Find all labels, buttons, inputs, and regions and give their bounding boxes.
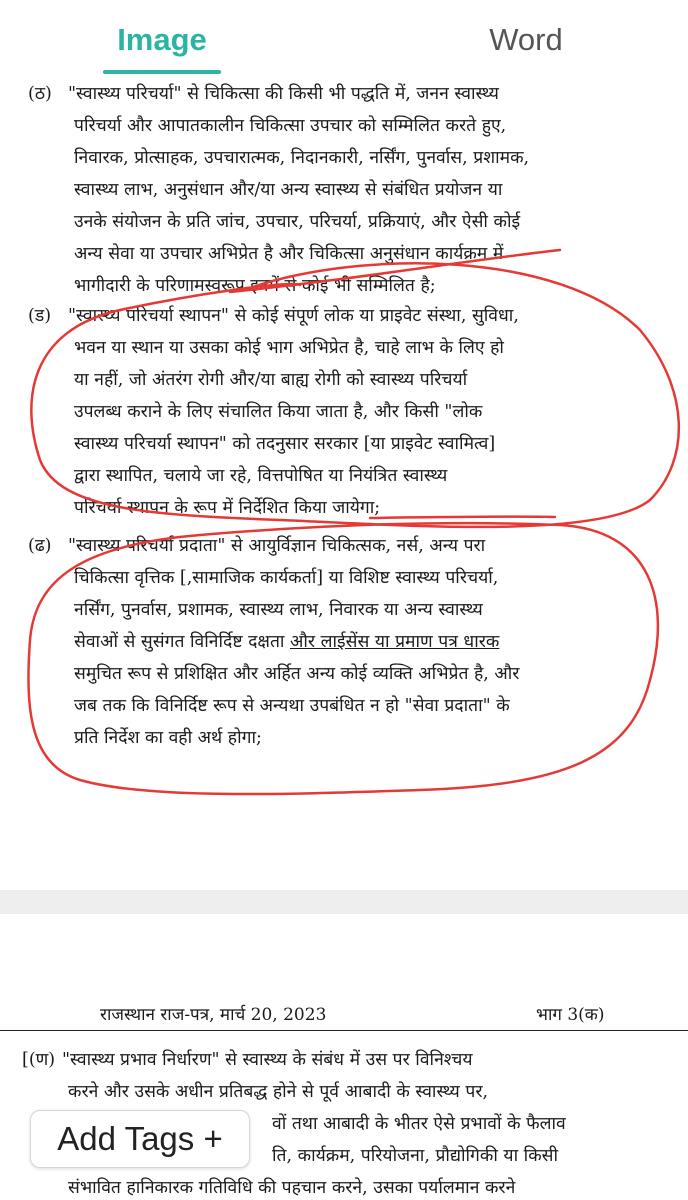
clause-text-line: चिकित्सा वृत्तिक [,सामाजिक कार्यकर्ता] या विशिष्ट स्वास्थ्य परिचर्या, [74, 568, 499, 588]
gazette-header [0, 1002, 688, 1032]
add-tags-button[interactable]: Add Tags + [30, 1110, 250, 1168]
clause-text-line: भवन या स्थान या उसका कोई भाग अभिप्रेत है, चाहे लाभ के लिए हो [74, 338, 504, 358]
clause-text-line: सेवाओं से सुसंगत विनिर्दिष्ट दक्षता [74, 632, 291, 652]
clause-text-line: परिचर्या स्थापन के रूप में निर्देशित किया जायेगा; [74, 498, 381, 518]
active-tab-indicator [103, 70, 221, 74]
clause-text-line: उनके संयोजन के प्रति जांच, उपचार, परिचर्या, प्रक्रियाएं, और ऐसी कोई [74, 212, 521, 232]
clause-text-line: ति, कार्यक्रम, परियोजना, प्रौद्योगिकी या किसी [272, 1146, 559, 1166]
clause-marker: (ढ) [28, 536, 52, 556]
gazette-part: भाग 3(क) [536, 1005, 605, 1025]
clause-text-line: वों तथा आबादी के भीतर ऐसे प्रभावों के फैलाव [272, 1114, 566, 1134]
tab-image-label: Image [117, 22, 207, 57]
view-tabs [0, 0, 688, 80]
clause-tha [28, 80, 628, 302]
clause-text-line: "स्वास्थ्य परिचर्या" से चिकित्सा की किसी भी पद्धति में, जनन स्वास्थ्य [68, 84, 499, 104]
clause-text-line: प्रति निर्देश का वही अर्थ होगा; [74, 728, 262, 748]
tab-word[interactable] [344, 0, 688, 80]
clause-marker: [(ण) [22, 1050, 56, 1070]
clause-text-line: "स्वास्थ्य परिचर्या प्रदाता" से आयुर्विज्ञान चिकित्सक, नर्स, अन्य परा [68, 536, 486, 556]
header-rule [0, 1030, 688, 1031]
tab-word-label: Word [489, 22, 563, 57]
clause-text-line: अन्य सेवा या उपचार अभिप्रेत है और चिकित्सा अनुसंधान कार्यक्रम में [74, 244, 504, 264]
clause-text-line: निवारक, प्रोत्साहक, उपचारात्मक, निदानकारी, नर्सिंग, पुनर्वास, प्रशामक, [74, 148, 530, 168]
clause-text-line: "स्वास्थ्य प्रभाव निर्धारण" से स्वास्थ्य के संबंध में उस पर विनिश्चय [62, 1050, 473, 1070]
clause-marker: (ड) [28, 306, 52, 326]
clause-text-line: "स्वास्थ्य परिचर्या स्थापन" से कोई संपूर्ण लोक या प्राइवेट संस्था, सुविधा, [68, 306, 519, 326]
clause-text-line: भागीदारी के परिणामस्वरूप इनमें से कोई भी सम्मिलित है; [74, 276, 436, 296]
page-separator [0, 890, 688, 914]
clause-text-line: द्वारा स्थापित, चलाये जा रहे, वित्तपोषित या नियंत्रित स्वास्थ्य [74, 466, 448, 486]
clause-text-line: करने और उसके अधीन प्रतिबद्ध होने से पूर्व आबादी के स्वास्थ्य पर, [68, 1082, 489, 1102]
tab-image[interactable] [0, 0, 344, 80]
clause-dha [28, 530, 628, 754]
gazette-title: राजस्थान राज-पत्र, मार्च 20, 2023 [100, 1005, 327, 1025]
clause-text-line: परिचर्या और आपातकालीन चिकित्सा उपचार को सम्मिलित करते हुए, [74, 116, 507, 136]
clause-text-line: या नहीं, जो अंतरंग रोगी और/या बाह्य रोगी को स्वास्थ्य परिचर्या [74, 370, 468, 390]
clause-text-line: समुचित रूप से प्रशिक्षित और अर्हित अन्य कोई व्यक्ति अभिप्रेत है, और [74, 664, 520, 684]
clause-text-line: जब तक कि विनिर्दिष्ट रूप से अन्यथा उपबंधित न हो "सेवा प्रदाता" के [74, 696, 510, 716]
clause-text-line: स्वास्थ्य लाभ, अनुसंधान और/या अन्य स्वास्थ्य से संबंधित प्रयोजन या [74, 180, 503, 200]
clause-marker: (ठ) [28, 84, 52, 104]
clause-text-line: संभावित हानिकारक गतिविधि की पहचान करने, उसका पर्यालमान करने [68, 1178, 516, 1198]
clause-text-line: नर्सिंग, पुनर्वास, प्रशामक, स्वास्थ्य लाभ, निवारक या अन्य स्वास्थ्य [74, 600, 483, 620]
underlined-text: और लाईसेंस या प्रमाण पत्र धारक [290, 632, 500, 652]
document-page-1 [0, 80, 688, 890]
clause-text-line: उपलब्ध कराने के लिए संचालित किया जाता है, और किसी "लोक [74, 402, 483, 422]
clause-text-line: स्वास्थ्य परिचर्या स्थापन" को तदनुसार सरकार [या प्राइवेट स्वामित्व] [74, 434, 496, 454]
clause-da [28, 300, 628, 524]
